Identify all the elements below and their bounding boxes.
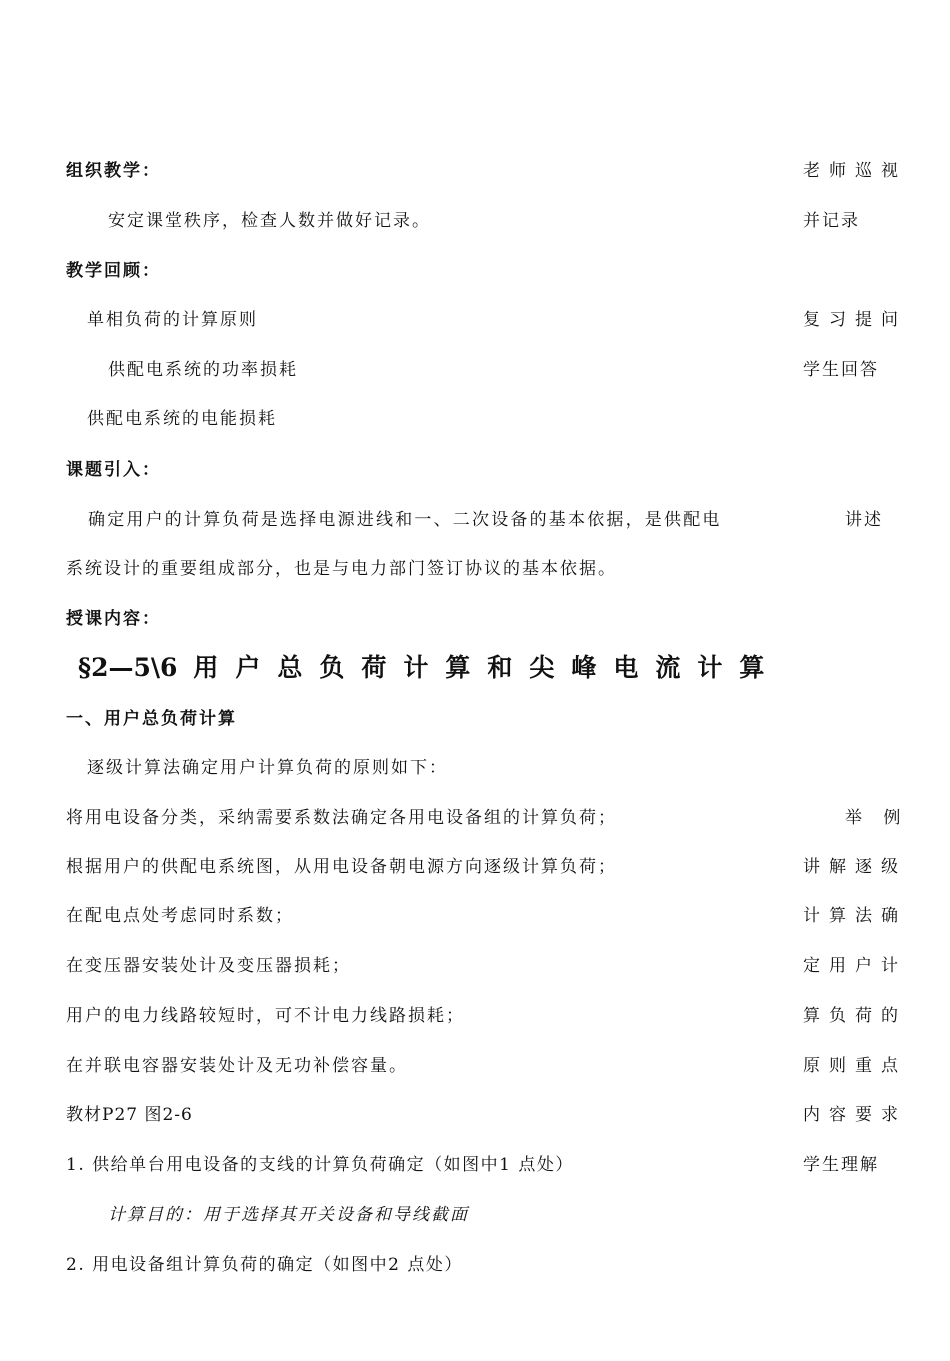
section-number: §2—5\6 [78, 653, 178, 682]
rule-4: 在变压器安装处计及变压器损耗； [66, 956, 351, 976]
review-item-1: 单相负荷的计算原则 [87, 310, 258, 330]
intro-line-2: 系统设计的重要组成部分，也是与电力部门签订协议的基本依据。 [66, 559, 617, 579]
rule-6: 在并联电容器安装处计及无功补偿容量。 [66, 1056, 408, 1076]
note-explain-1: 讲解逐级 [803, 857, 907, 877]
item-1-note: 计算目的：用于选择其开关设备和导线截面 [108, 1205, 469, 1225]
note-explain-4: 算负荷的 [803, 1006, 907, 1026]
rule-5: 用户的电力线路较短时，可不计电力线路损耗； [66, 1006, 465, 1026]
item-1: 1. 供给单台用电设备的支线的计算负荷确定（如图中1 点处） [66, 1155, 574, 1175]
review-item-2: 供配电系统的功率损耗 [108, 360, 298, 380]
org-heading: 组织教学： [66, 161, 161, 181]
rule-3: 在配电点处考虑同时系数； [66, 906, 294, 926]
rule-1: 将用电设备分类，采纳需要系数法确定各用电设备组的计算负荷； [66, 808, 617, 828]
note-review-question: 复习提问 [803, 310, 907, 330]
note-record: 并记录 [803, 211, 860, 231]
section-title-text: 用户总负荷计算和尖峰电流计算 [193, 653, 782, 682]
note-narrate: 讲述 [845, 510, 883, 530]
item-2: 2. 用电设备组计算负荷的确定（如图中2 点处） [66, 1255, 463, 1275]
note-explain-2: 计算法确 [803, 906, 907, 926]
rule-2: 根据用户的供配电系统图，从用电设备朝电源方向逐级计算负荷； [66, 857, 617, 877]
sub-heading: 一、用户总负荷计算 [66, 709, 237, 729]
review-item-3: 供配电系统的电能损耗 [87, 409, 277, 429]
section-title [78, 652, 781, 684]
note-explain-6: 内容要求 [803, 1105, 907, 1125]
note-example: 举 例 [845, 808, 909, 828]
note-teacher-patrol: 老师巡视 [803, 161, 907, 181]
intro-heading: 课题引入： [66, 460, 161, 480]
intro-line-1: 确定用户的计算负荷是选择电源进线和一、二次设备的基本依据，是供配电 [88, 510, 722, 530]
note-explain-5: 原则重点 [803, 1056, 907, 1076]
review-heading: 教学回顾： [66, 261, 161, 281]
content-heading: 授课内容： [66, 609, 161, 629]
note-student-understand: 学生理解 [803, 1155, 879, 1175]
note-student-answer: 学生回答 [803, 360, 879, 380]
org-text: 安定课堂秩序，检查人数并做好记录。 [108, 211, 431, 231]
principle-intro: 逐级计算法确定用户计算负荷的原则如下： [87, 758, 448, 778]
textbook-ref: 教材P27 图2-6 [66, 1105, 193, 1125]
note-explain-3: 定用户计 [803, 956, 907, 976]
